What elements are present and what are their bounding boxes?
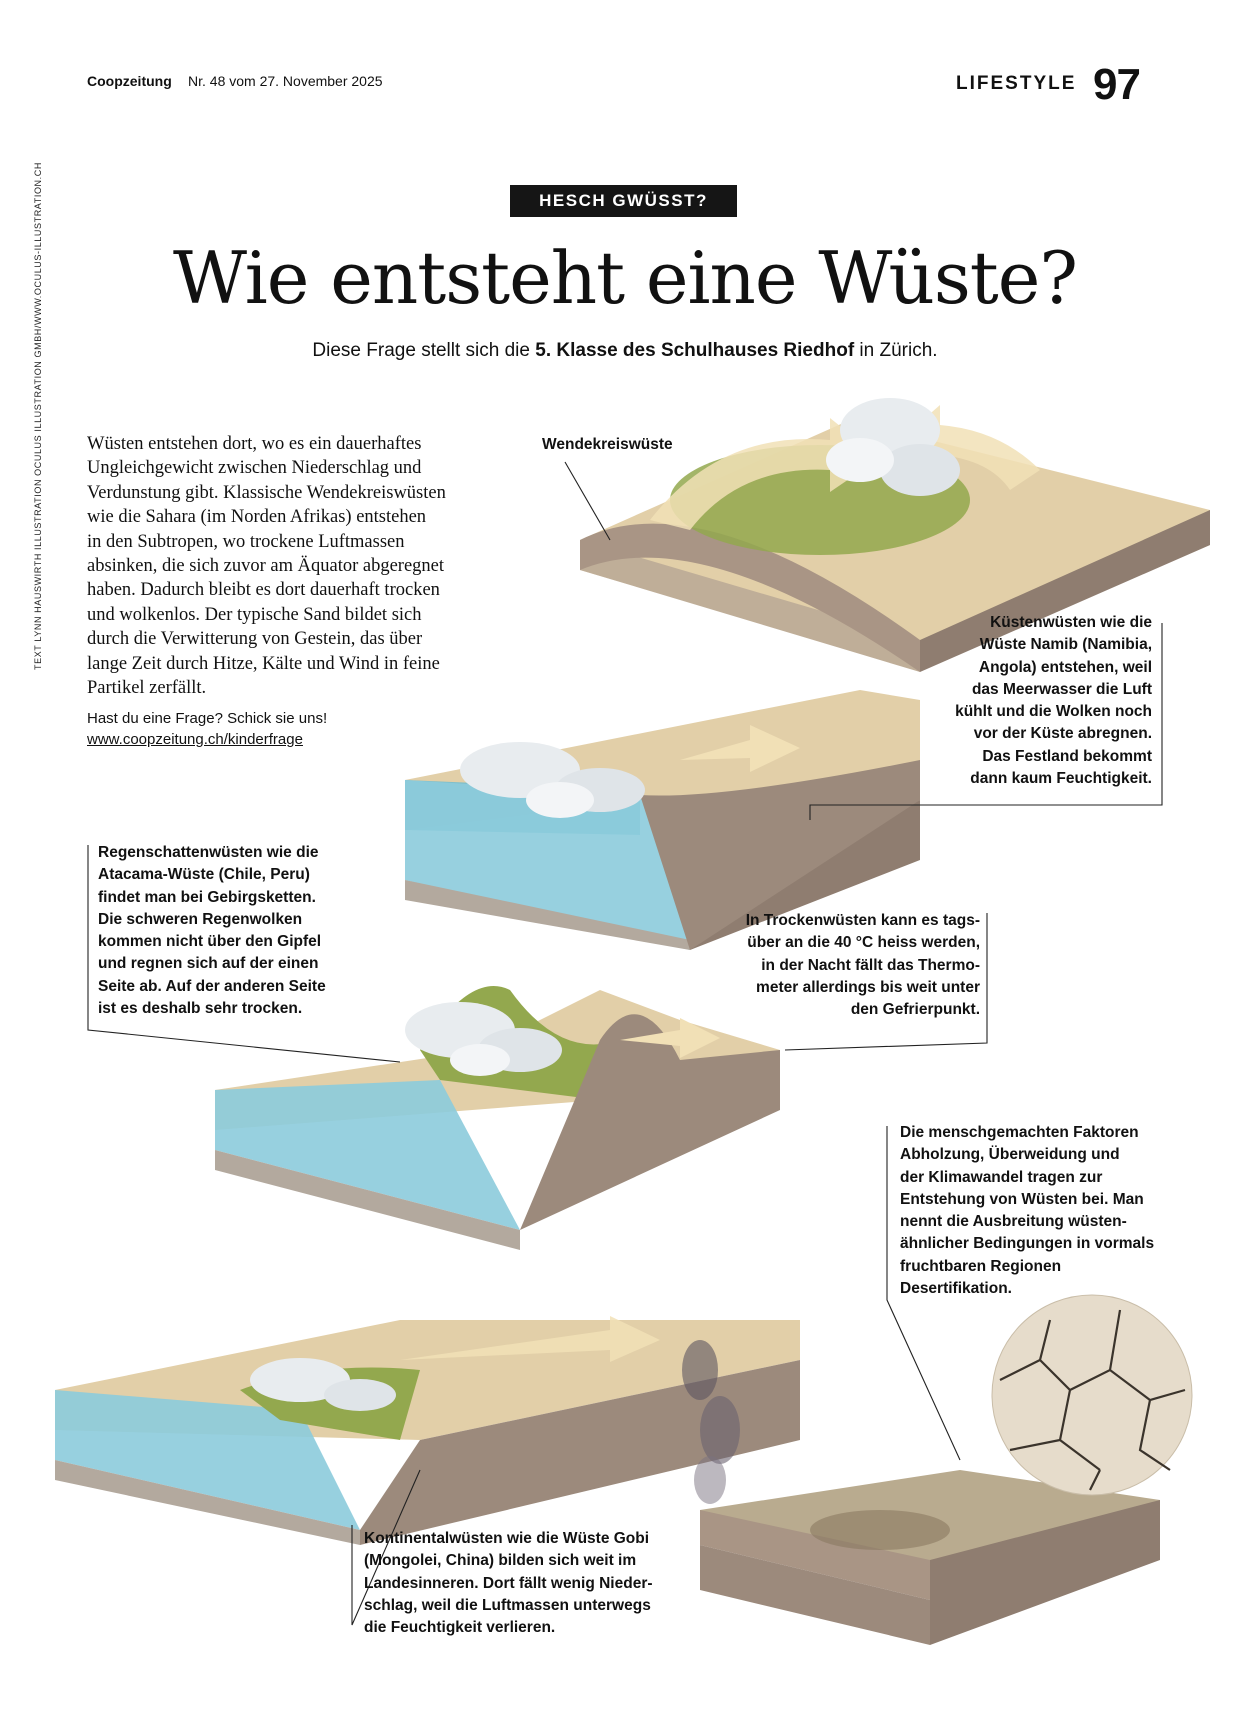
cracked-earth-circle bbox=[992, 1295, 1192, 1495]
kinderfrage-link[interactable]: www.coopzeitung.ch/kinderfrage bbox=[87, 731, 303, 748]
caption-mensch: Die menschgemachten Faktoren Abholzung, Überweidung und der Klimawandel tragen zur Entstehung von Wüsten bei. Man nennt die Ausbreitung wüsten- ähnlicher Bedingungen in vormals fruchtbaren Regionen Desertifikation. bbox=[900, 1124, 1155, 1298]
credit-line: TEXT LYNN HAUSWIRTH ILLUSTRATION OCULUS ILLUSTRATION GMBH/WWW.OCULUS-ILLUSTRATION.CH bbox=[33, 162, 43, 670]
publication-name: Coopzeitung bbox=[87, 73, 172, 89]
subtitle: Diese Frage stellt sich die 5. Klasse des Schulhauses Riedhof in Zürich. bbox=[312, 340, 938, 361]
intro-paragraph: Wüsten entstehen dort, wo es ein dauerhaftes Ungleichgewicht zwischen Niederschlag und Verdunstung gibt. Klassische Wendekreiswüsten wie die Sahara (im Norden Afrikas) entstehen in den Subtropen, wo trockene Luftmassen absinken, die sich zuvor am Äquator abgeregnet haben. Dadurch bleibt es dort dauerhaft trocken und wolkenlos. Der typische Sand bildet sich durch die Verwitterung von Gestein, das über lange Zeit durch Hitze, Kälte und Wind in feine Partikel zerfällt. bbox=[87, 434, 446, 699]
reader-question-prompt: Hast du eine Frage? Schick sie uns! www.coopzeitung.ch/kinderfrage bbox=[87, 708, 387, 750]
block-rainshadow-desert bbox=[215, 986, 780, 1250]
caption-kontinental: Kontinentalwüsten wie die Wüste Gobi (Mongolei, China) bilden sich weit im Landesinneren. Dort fällt wenig Nieder- schlag, weil die Luftmassen unterwegs die Feuchtigkeit verlieren. bbox=[364, 1530, 653, 1637]
caption-kuesten: Küstenwüsten wie die Wüste Namib (Namibia, Angola) entstehen, weil das Meerwasser die Luft kühlt und die Wolken noch vor der Küste abregnen. Das Festland bekommt dann kaum Feuchtigkeit. bbox=[955, 614, 1152, 788]
caption-trocken: In Trockenwüsten kann es tags- über an die 40 °C heiss werden, in der Nacht fällt das Thermo- meter allerdings bis weit unter den Gefrierpunkt. bbox=[745, 912, 980, 1019]
caption-wendekreis: Wendekreiswüste bbox=[542, 436, 673, 453]
section-label: LIFESTYLE bbox=[956, 73, 1077, 94]
caption-regenschatten: Regenschattenwüsten wie die Atacama-Wüste (Chile, Peru) findet man bei Gebirgsketten. Die schweren Regenwolken kommen nicht über den Gipfel und regnen sich auf der einen Seite ab. Auf der anderen Seite ist es deshalb sehr trocken. bbox=[98, 844, 326, 1018]
page-number: 97 bbox=[1093, 60, 1140, 109]
kicker-badge: HESCH GWÜSST? bbox=[510, 185, 737, 217]
page-title: Wie entsteht eine Wüste? bbox=[173, 236, 1077, 320]
issue-date: Nr. 48 vom 27. November 2025 bbox=[188, 73, 383, 89]
